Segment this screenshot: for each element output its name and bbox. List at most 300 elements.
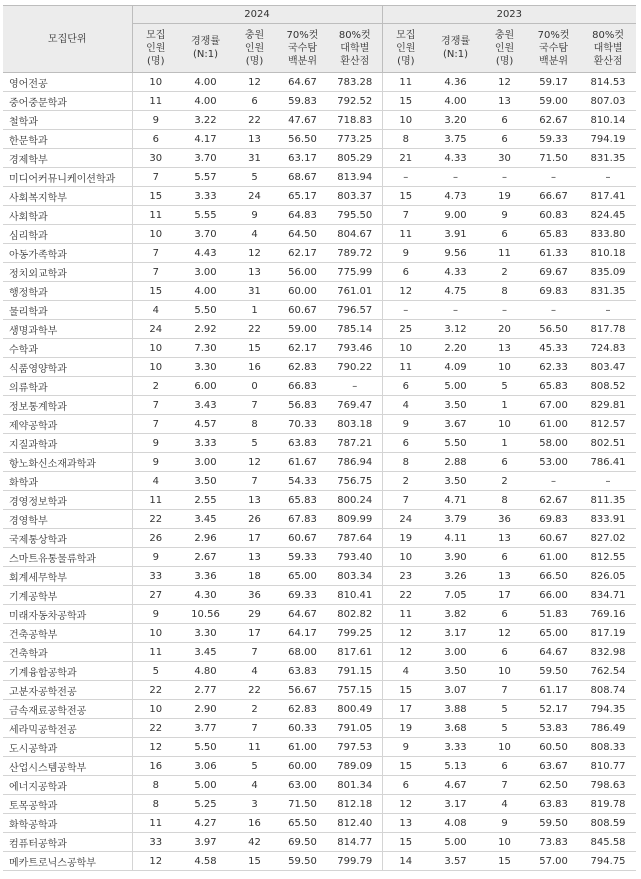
value-cell: 59.00 [277, 320, 328, 339]
value-cell: 5.55 [179, 206, 232, 225]
value-cell: 3.00 [179, 453, 232, 472]
value-cell: 11 [382, 225, 429, 244]
value-cell: 6 [382, 434, 429, 453]
value-cell: 3.67 [429, 415, 482, 434]
value-cell: 5 [482, 700, 527, 719]
value-cell: 15 [382, 833, 429, 852]
value-cell: 51.83 [527, 605, 580, 624]
value-cell: 808.74 [580, 681, 636, 700]
value-cell: 12 [382, 643, 429, 662]
value-cell: 762.54 [580, 662, 636, 681]
value-cell: 809.99 [328, 510, 382, 529]
value-cell: 4.43 [179, 244, 232, 263]
unit-name-cell: 건축공학부 [3, 624, 132, 643]
value-cell: 11 [382, 358, 429, 377]
value-cell: 789.09 [328, 757, 382, 776]
cut80-score-header-2024: 80%컷 대학별 환산점 [328, 24, 382, 73]
value-cell: 3.30 [179, 358, 232, 377]
value-cell: 15 [132, 282, 179, 301]
value-cell: 60.33 [277, 719, 328, 738]
value-cell: 789.72 [328, 244, 382, 263]
value-cell: 5.50 [429, 434, 482, 453]
value-cell: 59.50 [277, 852, 328, 871]
value-cell: 62.17 [277, 244, 328, 263]
value-cell: 826.05 [580, 567, 636, 586]
value-cell: 2.67 [179, 548, 232, 567]
value-cell: 63.17 [277, 149, 328, 168]
table-row [3, 415, 636, 434]
value-cell: 8 [132, 776, 179, 795]
value-cell: 64.83 [277, 206, 328, 225]
value-cell: 11 [132, 206, 179, 225]
unit-name-cell: 화학공학과 [3, 814, 132, 833]
value-cell: 817.78 [580, 320, 636, 339]
value-cell: 10 [482, 738, 527, 757]
value-cell: 17 [232, 529, 277, 548]
value-cell: 2.77 [179, 681, 232, 700]
value-cell: 3.00 [179, 263, 232, 282]
value-cell: 4.67 [429, 776, 482, 795]
value-cell: 5.00 [429, 377, 482, 396]
value-cell: 803.34 [328, 567, 382, 586]
value-cell: 10.56 [179, 605, 232, 624]
value-cell: 56.67 [277, 681, 328, 700]
value-cell: 17 [482, 586, 527, 605]
value-cell: 2.55 [179, 491, 232, 510]
value-cell: 7 [132, 244, 179, 263]
value-cell: 824.45 [580, 206, 636, 225]
value-cell: 769.47 [328, 396, 382, 415]
value-cell: 60.00 [277, 757, 328, 776]
value-cell: 20 [482, 320, 527, 339]
value-cell: – [482, 301, 527, 320]
value-cell: 7 [382, 206, 429, 225]
value-cell: 15 [382, 187, 429, 206]
value-cell: 4.00 [429, 92, 482, 111]
value-cell: 3.82 [429, 605, 482, 624]
value-cell: 6 [382, 263, 429, 282]
value-cell: – [580, 472, 636, 491]
unit-name-cell: 기계융합공학과 [3, 662, 132, 681]
value-cell: 793.46 [328, 339, 382, 358]
table-body [3, 73, 636, 871]
value-cell: 6 [482, 757, 527, 776]
value-cell: 5.50 [179, 738, 232, 757]
value-cell: 4 [132, 301, 179, 320]
value-cell: 792.52 [328, 92, 382, 111]
value-cell: 5 [482, 377, 527, 396]
value-cell: 1 [232, 301, 277, 320]
table-header [3, 6, 636, 73]
value-cell: 4.09 [429, 358, 482, 377]
table-row [3, 757, 636, 776]
value-cell: 19 [382, 719, 429, 738]
unit-name-cell: 심리학과 [3, 225, 132, 244]
unit-name-cell: 철학과 [3, 111, 132, 130]
value-cell: 61.67 [277, 453, 328, 472]
value-cell: – [527, 301, 580, 320]
value-cell: 64.17 [277, 624, 328, 643]
value-cell: 61.17 [527, 681, 580, 700]
value-cell: 5.00 [429, 833, 482, 852]
value-cell: 2.90 [179, 700, 232, 719]
unit-name-cell: 식품영양학과 [3, 358, 132, 377]
table-row [3, 738, 636, 757]
value-cell: 65.17 [277, 187, 328, 206]
value-cell: 12 [482, 73, 527, 92]
unit-name-cell: 기계공학부 [3, 586, 132, 605]
value-cell: 33 [132, 567, 179, 586]
competition-rate-header-2024: 경쟁률 (N:1) [179, 24, 232, 73]
unit-name-cell: 아동가족학과 [3, 244, 132, 263]
value-cell: 59.00 [527, 92, 580, 111]
additional-admit-header-2023: 충원 인원 (명) [482, 24, 527, 73]
value-cell: 3.45 [179, 510, 232, 529]
value-cell: 803.37 [328, 187, 382, 206]
table-row [3, 548, 636, 567]
value-cell: 10 [132, 339, 179, 358]
value-cell: 64.50 [277, 225, 328, 244]
unit-name-cell: 영어전공 [3, 73, 132, 92]
value-cell: 814.53 [580, 73, 636, 92]
table-row [3, 662, 636, 681]
value-cell: 13 [482, 339, 527, 358]
value-cell: 31 [232, 149, 277, 168]
value-cell: 7 [132, 168, 179, 187]
table-row [3, 111, 636, 130]
value-cell: 10 [382, 548, 429, 567]
value-cell: 24 [132, 320, 179, 339]
cut70-percentile-header-2023: 70%컷 국수탐 백분위 [527, 24, 580, 73]
value-cell: 10 [132, 700, 179, 719]
value-cell: 24 [382, 510, 429, 529]
value-cell: 795.50 [328, 206, 382, 225]
value-cell: 69.33 [277, 586, 328, 605]
value-cell: 25 [382, 320, 429, 339]
value-cell: 4 [382, 662, 429, 681]
value-cell: 786.94 [328, 453, 382, 472]
value-cell: 7 [132, 415, 179, 434]
table-row [3, 320, 636, 339]
value-cell: 9 [132, 434, 179, 453]
value-cell: 60.67 [527, 529, 580, 548]
value-cell: 9.56 [429, 244, 482, 263]
value-cell: 69.83 [527, 282, 580, 301]
value-cell: 60.00 [277, 282, 328, 301]
competition-rate-header-2023: 경쟁률 (N:1) [429, 24, 482, 73]
value-cell: 794.75 [580, 852, 636, 871]
value-cell: – [580, 301, 636, 320]
value-cell: – [429, 301, 482, 320]
value-cell: 787.64 [328, 529, 382, 548]
value-cell: 796.57 [328, 301, 382, 320]
value-cell: 2 [482, 263, 527, 282]
table-row [3, 472, 636, 491]
value-cell: 61.00 [527, 548, 580, 567]
table-row [3, 605, 636, 624]
value-cell: 56.83 [277, 396, 328, 415]
value-cell: 12 [132, 738, 179, 757]
value-cell: 19 [382, 529, 429, 548]
value-cell: 3.33 [179, 187, 232, 206]
value-cell: 56.50 [527, 320, 580, 339]
table-row [3, 263, 636, 282]
table-row [3, 396, 636, 415]
value-cell: 2 [132, 377, 179, 396]
value-cell: 6 [132, 130, 179, 149]
value-cell: 8 [382, 453, 429, 472]
unit-name-cell: 경제학부 [3, 149, 132, 168]
value-cell: 10 [132, 624, 179, 643]
value-cell: 3.12 [429, 320, 482, 339]
table-row [3, 510, 636, 529]
value-cell: 6 [482, 548, 527, 567]
value-cell: 18 [232, 567, 277, 586]
value-cell: 19 [482, 187, 527, 206]
value-cell: 724.83 [580, 339, 636, 358]
value-cell: 785.14 [328, 320, 382, 339]
value-cell: 802.82 [328, 605, 382, 624]
value-cell: 4.71 [429, 491, 482, 510]
value-cell: 26 [232, 510, 277, 529]
value-cell: 5.57 [179, 168, 232, 187]
value-cell: 6 [482, 225, 527, 244]
value-cell: 8 [482, 491, 527, 510]
value-cell: 798.63 [580, 776, 636, 795]
value-cell: 3.91 [429, 225, 482, 244]
value-cell: 817.41 [580, 187, 636, 206]
value-cell: 7 [132, 263, 179, 282]
admissions-table [3, 5, 636, 871]
value-cell: – [580, 168, 636, 187]
table-row [3, 776, 636, 795]
value-cell: 62.67 [527, 491, 580, 510]
value-cell: – [527, 472, 580, 491]
cut70-percentile-header-2024: 70%컷 국수탐 백분위 [277, 24, 328, 73]
value-cell: 66.67 [527, 187, 580, 206]
value-cell: 4.80 [179, 662, 232, 681]
value-cell: 3.22 [179, 111, 232, 130]
value-cell: 13 [232, 491, 277, 510]
value-cell: 4.75 [429, 282, 482, 301]
value-cell: 4.73 [429, 187, 482, 206]
value-cell: 7 [132, 396, 179, 415]
value-cell: 802.51 [580, 434, 636, 453]
value-cell: 4.00 [179, 73, 232, 92]
value-cell: 3.17 [429, 795, 482, 814]
value-cell: 9.00 [429, 206, 482, 225]
value-cell: 14 [382, 852, 429, 871]
value-cell: 5 [132, 662, 179, 681]
value-cell: 4.57 [179, 415, 232, 434]
value-cell: 22 [232, 320, 277, 339]
value-cell: 757.15 [328, 681, 382, 700]
value-cell: 3.45 [179, 643, 232, 662]
value-cell: 22 [132, 719, 179, 738]
value-cell: 808.33 [580, 738, 636, 757]
value-cell: 799.79 [328, 852, 382, 871]
value-cell: 811.35 [580, 491, 636, 510]
value-cell: 793.40 [328, 548, 382, 567]
unit-name-cell: 중어중문학과 [3, 92, 132, 111]
value-cell: 2.92 [179, 320, 232, 339]
value-cell: 7 [232, 472, 277, 491]
value-cell: – [429, 168, 482, 187]
value-cell: 833.80 [580, 225, 636, 244]
value-cell: 13 [232, 548, 277, 567]
value-cell: 9 [132, 605, 179, 624]
value-cell: 0 [232, 377, 277, 396]
value-cell: 7 [382, 491, 429, 510]
value-cell: 3.06 [179, 757, 232, 776]
value-cell: 64.67 [277, 605, 328, 624]
value-cell: 794.35 [580, 700, 636, 719]
unit-name-cell: 제약공학과 [3, 415, 132, 434]
value-cell: 4.58 [179, 852, 232, 871]
value-cell: 803.47 [580, 358, 636, 377]
value-cell: 11 [132, 643, 179, 662]
value-cell: 5 [482, 719, 527, 738]
value-cell: 12 [382, 624, 429, 643]
unit-header: 모집단위 [3, 6, 132, 73]
value-cell: 62.67 [527, 111, 580, 130]
value-cell: 66.83 [277, 377, 328, 396]
value-cell: 15 [382, 757, 429, 776]
value-cell: 3.77 [179, 719, 232, 738]
value-cell: 30 [482, 149, 527, 168]
value-cell: 10 [482, 662, 527, 681]
value-cell: 22 [132, 510, 179, 529]
value-cell: 4.00 [179, 92, 232, 111]
unit-name-cell: 수학과 [3, 339, 132, 358]
value-cell: 3.75 [429, 130, 482, 149]
value-cell: 800.24 [328, 491, 382, 510]
value-cell: 22 [232, 111, 277, 130]
value-cell: – [482, 168, 527, 187]
value-cell: 27 [132, 586, 179, 605]
value-cell: 61.00 [527, 415, 580, 434]
value-cell: 718.83 [328, 111, 382, 130]
value-cell: 5.13 [429, 757, 482, 776]
value-cell: 10 [482, 833, 527, 852]
value-cell: 4.33 [429, 263, 482, 282]
value-cell: – [382, 168, 429, 187]
value-cell: 5 [232, 434, 277, 453]
value-cell: 63.83 [277, 434, 328, 453]
table-row [3, 206, 636, 225]
value-cell: 808.59 [580, 814, 636, 833]
value-cell: 6.00 [179, 377, 232, 396]
value-cell: 63.83 [527, 795, 580, 814]
unit-name-cell: 건축학과 [3, 643, 132, 662]
value-cell: 807.03 [580, 92, 636, 111]
value-cell: 829.81 [580, 396, 636, 415]
value-cell: 11 [132, 491, 179, 510]
value-cell: 832.98 [580, 643, 636, 662]
unit-name-cell: 미래자동차공학과 [3, 605, 132, 624]
value-cell: 63.67 [527, 757, 580, 776]
value-cell: 52.17 [527, 700, 580, 719]
value-cell: 812.55 [580, 548, 636, 567]
value-cell: 22 [132, 681, 179, 700]
value-cell: 787.21 [328, 434, 382, 453]
value-cell: 3.90 [429, 548, 482, 567]
table-row [3, 130, 636, 149]
value-cell: 23 [382, 567, 429, 586]
value-cell: 835.09 [580, 263, 636, 282]
value-cell: 53.83 [527, 719, 580, 738]
value-cell: 15 [382, 92, 429, 111]
value-cell: 1 [482, 434, 527, 453]
value-cell: 61.00 [277, 738, 328, 757]
value-cell: 2 [482, 472, 527, 491]
value-cell: 786.41 [580, 453, 636, 472]
value-cell: 5.50 [179, 301, 232, 320]
value-cell: 62.83 [277, 700, 328, 719]
unit-name-cell: 산업시스템공학부 [3, 757, 132, 776]
quota-header-2024: 모집 인원 (명) [132, 24, 179, 73]
value-cell: 13 [382, 814, 429, 833]
quota-header-2023: 모집 인원 (명) [382, 24, 429, 73]
unit-name-cell: 도시공학과 [3, 738, 132, 757]
unit-name-cell: 사회복지학부 [3, 187, 132, 206]
table-row [3, 187, 636, 206]
value-cell: 13 [232, 130, 277, 149]
value-cell: 6 [232, 92, 277, 111]
table-row [3, 567, 636, 586]
value-cell: 10 [132, 73, 179, 92]
value-cell: 827.02 [580, 529, 636, 548]
unit-name-cell: 경영정보학과 [3, 491, 132, 510]
table-row [3, 73, 636, 92]
value-cell: 6 [482, 605, 527, 624]
value-cell: 12 [132, 852, 179, 871]
unit-name-cell: 스마트유통물류학과 [3, 548, 132, 567]
value-cell: 4 [232, 662, 277, 681]
value-cell: 5 [232, 757, 277, 776]
value-cell: 6 [482, 453, 527, 472]
value-cell: 9 [382, 244, 429, 263]
value-cell: 17 [232, 624, 277, 643]
value-cell: 5.25 [179, 795, 232, 814]
value-cell: 69.67 [527, 263, 580, 282]
value-cell: 805.29 [328, 149, 382, 168]
unit-name-cell: 정보통계학과 [3, 396, 132, 415]
value-cell: 810.41 [328, 586, 382, 605]
value-cell: 3.17 [429, 624, 482, 643]
value-cell: 4 [382, 396, 429, 415]
value-cell: 4.11 [429, 529, 482, 548]
value-cell: 62.50 [527, 776, 580, 795]
value-cell: 8 [382, 130, 429, 149]
additional-admit-header-2024: 충원 인원 (명) [232, 24, 277, 73]
unit-name-cell: 항노화신소재과학과 [3, 453, 132, 472]
value-cell: 7 [232, 719, 277, 738]
table-row [3, 700, 636, 719]
value-cell: 783.28 [328, 73, 382, 92]
value-cell: 13 [482, 92, 527, 111]
value-cell: 9 [132, 111, 179, 130]
value-cell: 17 [382, 700, 429, 719]
value-cell: 794.19 [580, 130, 636, 149]
unit-name-cell: 에너지공학과 [3, 776, 132, 795]
value-cell: 61.33 [527, 244, 580, 263]
value-cell: 4.27 [179, 814, 232, 833]
value-cell: 65.00 [277, 567, 328, 586]
value-cell: 800.49 [328, 700, 382, 719]
value-cell: 6 [382, 776, 429, 795]
value-cell: 813.94 [328, 168, 382, 187]
